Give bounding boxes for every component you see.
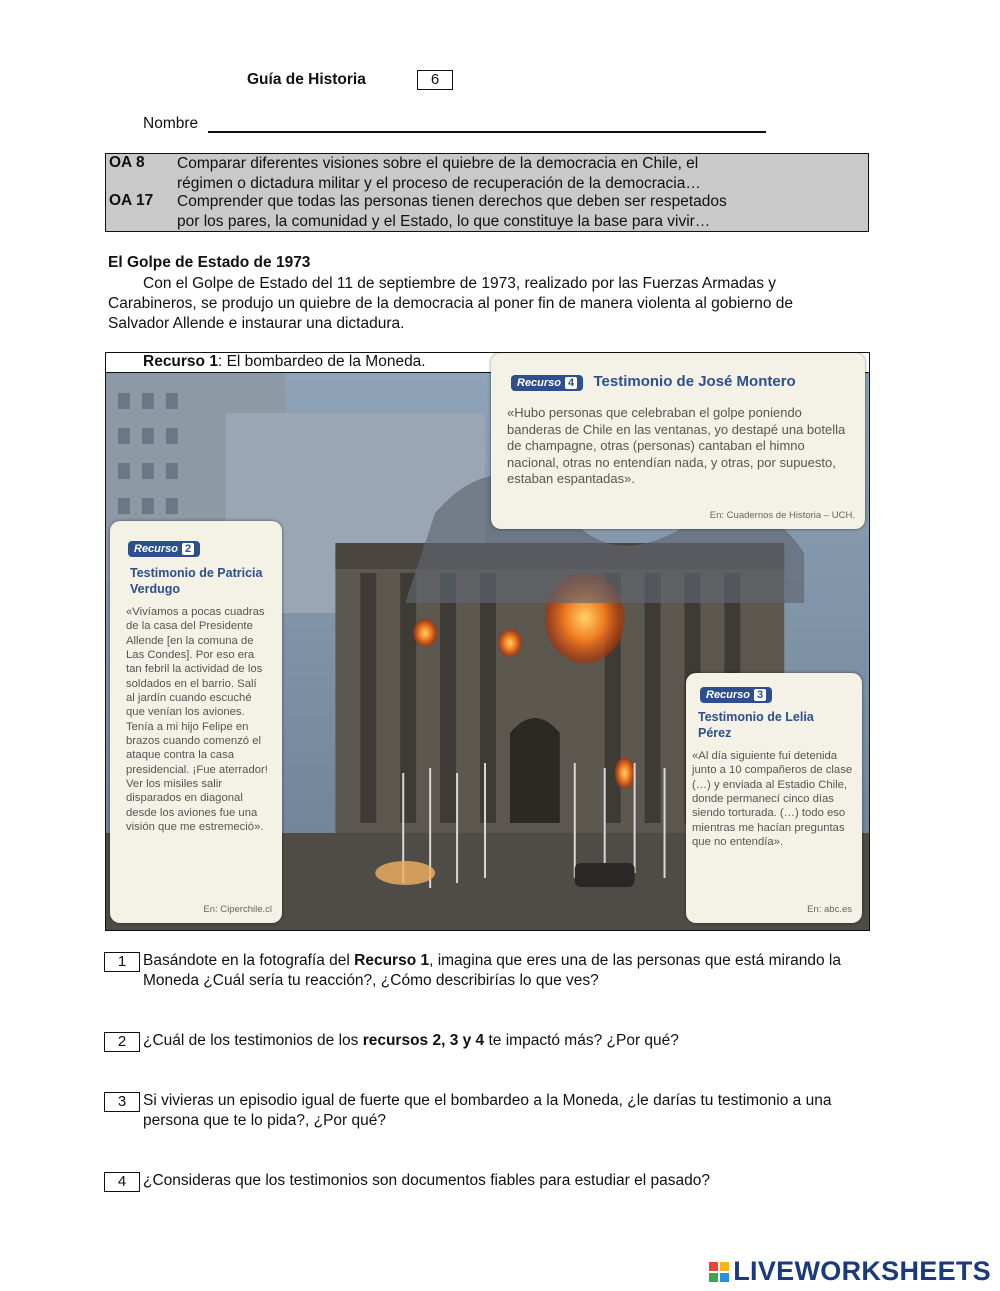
resource-2-heading	[128, 539, 200, 557]
question-1	[104, 951, 844, 991]
resource-4-text: «Hubo personas que celebraban el golpe poniendo banderas de Chile en las ventanas, yo destapé una botella de champagne, otras (personas) cantaban el himno nacional, otras no entendían nada, y otras, por supuesto, estaban espantadas».	[507, 405, 846, 486]
logo-blocks-icon	[709, 1262, 729, 1282]
objective-line: por los pares, la comunidad y el Estado, lo que constituye la base para vivir…	[177, 213, 711, 230]
question-text	[143, 1091, 844, 1131]
guide-number-box: 6	[417, 70, 453, 90]
name-label: Nombre	[143, 115, 199, 132]
badge-number: 3	[754, 689, 766, 701]
question-text-bold: recursos 2, 3 y 4	[362, 1032, 485, 1049]
badge-label: Recurso	[134, 543, 179, 555]
section-intro: Con el Golpe de Estado del 11 de septiembre de 1973, realizado por las Fuerzas Armadas y Carabineros, se produjo un quiebre de la democracia al poner fin de manera violenta al gobierno de Salvador Allende e instaurar una dictadura.	[108, 275, 794, 332]
objective-line: Comprender que todas las personas tienen derechos que deben ser respetados	[177, 193, 727, 210]
resource-2-card	[110, 521, 282, 923]
question-number-box[interactable]: 2	[104, 1032, 140, 1052]
question-text-part: ¿Cuál de los testimonios de los	[143, 1032, 363, 1049]
question-text-part: Si vivieras un episodio igual de fuerte que el bombardeo a la Moneda, ¿le darías tu testimonio a una persona que te lo pida?, ¿Por qué?	[143, 1092, 832, 1129]
resource-4-title: Testimonio de José Montero	[593, 373, 796, 390]
question-text	[143, 951, 844, 991]
guide-title: Guía de Historia	[247, 71, 366, 88]
resource-1-caption	[143, 353, 426, 371]
question-text-part: Basándote en la fotografía del	[143, 952, 355, 969]
question-text-part: , imagina que eres una de las personas que está mirando la Moneda ¿Cuál sería tu reacción?, ¿Cómo describirías lo que ves?	[143, 952, 841, 989]
question-4	[104, 1171, 844, 1191]
question-number-box[interactable]: 3	[104, 1092, 140, 1112]
badge-number: 4	[565, 377, 577, 389]
badge-number: 2	[182, 543, 194, 555]
resource-4-source: En: Cuadernos de Historia – UCH.	[709, 510, 855, 521]
question-2	[104, 1031, 844, 1051]
resource-2-badge	[128, 541, 200, 557]
question-text-part: ¿Consideras que los testimonios son documentos fiables para estudiar el pasado?	[143, 1172, 710, 1189]
resource-4-card	[491, 353, 865, 529]
objective-code: OA 8	[109, 154, 145, 171]
resource-3-badge	[700, 687, 772, 703]
objective-line: régimen o dictadura militar y el proceso de recuperación de la democracia…	[177, 175, 701, 192]
question-number-box[interactable]: 4	[104, 1172, 140, 1192]
resource-2-text: «Vivíamos a pocas cuadras de la casa del Presidente Allende [en la comuna de Las Condes]. Por eso era tan febril la actividad de los soldados en el barrio. Salí al jardín cuando escuché que venían los aviones. Tenía a mi hijo Felipe en brazos cuando comenzó el ataque contra la casa presidencial. ¡Fue aterrador! Ver los misiles salir disparados en diagonal desde los aviones fue una visión que me estremeció».	[126, 606, 268, 834]
objective-text	[177, 154, 817, 194]
resource-2-title: Testimonio de Patricia Verdugo	[130, 566, 263, 597]
resource-1-caption-text: : El bombardeo de la Moneda.	[217, 353, 426, 370]
question-text	[143, 1031, 844, 1051]
resource-4-badge	[511, 375, 583, 391]
resource-3-title: Testimonio de Lelia Pérez	[698, 710, 814, 741]
question-text	[143, 1171, 844, 1191]
objective-text	[177, 192, 817, 232]
resource-2-source: En: Ciperchile.cl	[203, 904, 272, 915]
section-title: El Golpe de Estado de 1973	[108, 254, 311, 271]
resource-1-label: Recurso 1	[143, 353, 218, 370]
liveworksheets-logo	[709, 1256, 991, 1287]
resource-1-frame	[105, 352, 870, 931]
objective-code: OA 17	[109, 192, 154, 209]
resource-3-heading	[700, 685, 772, 703]
question-3	[104, 1091, 844, 1131]
objective-line: Comparar diferentes visiones sobre el quiebre de la democracia en Chile, el	[177, 155, 699, 172]
badge-label: Recurso	[706, 689, 751, 701]
logo-text: LIVEWORKSHEETS	[733, 1256, 991, 1286]
name-input-line[interactable]	[208, 131, 766, 133]
resource-3-source: En: abc.es	[807, 904, 852, 915]
question-text-bold: Recurso 1	[354, 952, 430, 969]
resource-3-text: «Al día siguiente fui detenida junto a 10 compañeros de clase (…) y enviada al Estadio Chile, donde permanecí cinco días siendo torturada. (…) todo eso mientras me hacían preguntas que no entendía».	[692, 750, 853, 849]
question-number-box[interactable]: 1	[104, 952, 140, 972]
objectives-table	[105, 153, 869, 232]
question-text-part: te impactó más? ¿Por qué?	[484, 1032, 679, 1049]
resource-3-card	[686, 673, 862, 923]
resource-4-heading	[511, 373, 796, 391]
badge-label: Recurso	[517, 377, 562, 389]
